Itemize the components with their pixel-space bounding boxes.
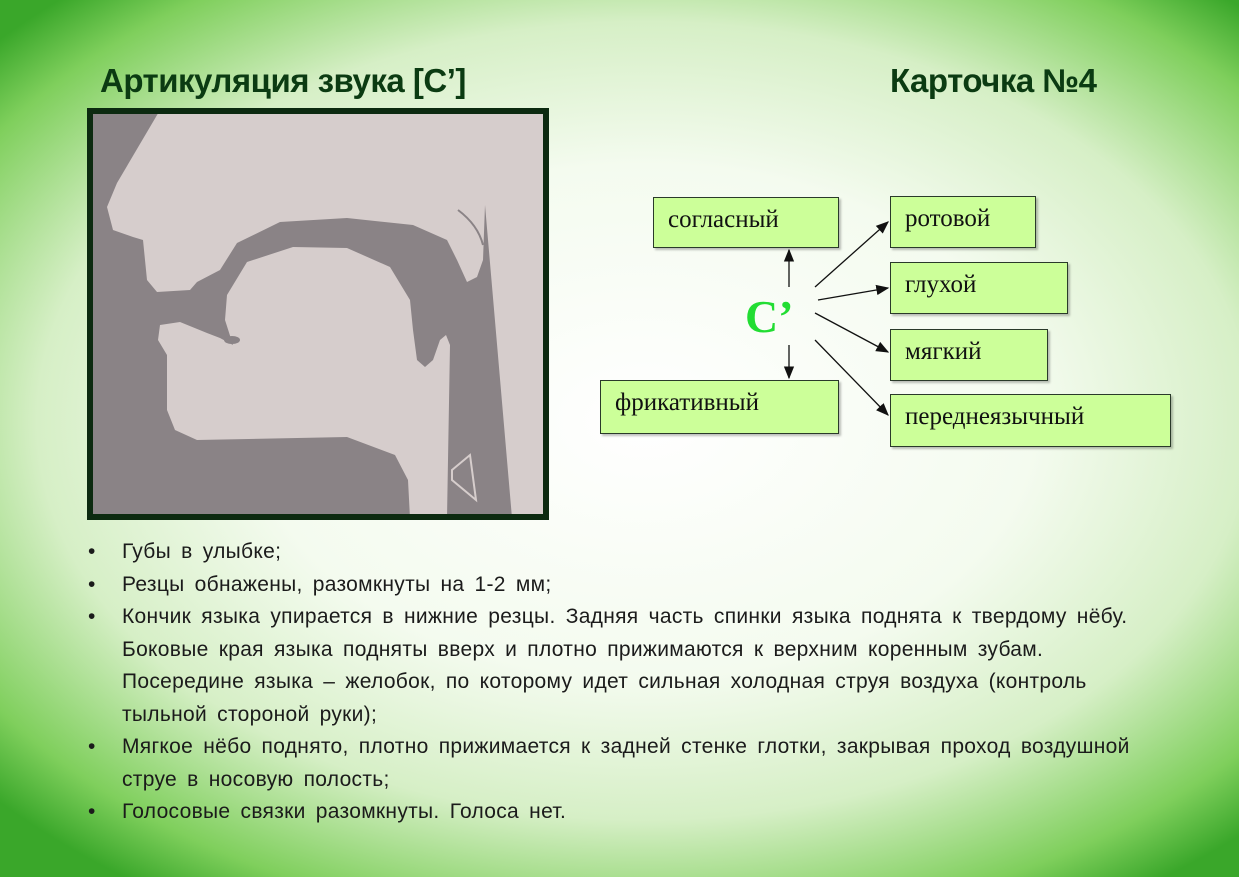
list-item — [88, 569, 1168, 602]
list-item-text: Резцы обнажены, разомкнуты на 1-2 мм; — [122, 572, 552, 596]
feature-box-fricative: фрикативный — [600, 380, 839, 434]
feature-box-oral: ротовой — [890, 196, 1036, 248]
bullet-icon: • — [88, 800, 96, 823]
list-item — [88, 796, 1168, 829]
slide-title: Артикуляция звука [С’] — [100, 62, 466, 99]
list-item — [88, 601, 1168, 731]
feature-box-soft: мягкий — [890, 329, 1048, 381]
feature-box-consonant: согласный — [653, 197, 839, 248]
list-item — [88, 536, 1168, 569]
sound-symbol: С’ — [745, 291, 794, 342]
feature-box-voiceless: глухой — [890, 262, 1068, 314]
card-number: Карточка №4 — [890, 62, 1097, 99]
articulation-description-list — [88, 536, 1168, 829]
list-item — [88, 731, 1168, 796]
bullet-icon: • — [88, 572, 96, 596]
bullet-icon: • — [88, 605, 96, 628]
feature-box-front-lingual: переднеязычный — [890, 394, 1171, 447]
bullet-icon: • — [88, 540, 96, 563]
list-item-text: Голосовые связки разомкнуты. Голоса нет. — [122, 800, 567, 823]
list-item-text: Губы в улыбке; — [122, 540, 282, 563]
list-item-text: Мягкое нёбо поднято, плотно прижимается к задней стенке глотки, закрывая проход воздушной струе в носовую полость; — [122, 735, 1130, 791]
bullet-icon: • — [88, 735, 96, 758]
list-item-text: Кончик языка упирается в нижние резцы. Задняя часть спинки языка поднята к твердому нёбу. Боковые края языка подняты вверх и плотно прижимаются к верхним коренным зубам. Посередине языка – желобок, по которому идет сильная холодная струя воздуха (контроль тыльной стороной руки); — [122, 605, 1128, 726]
